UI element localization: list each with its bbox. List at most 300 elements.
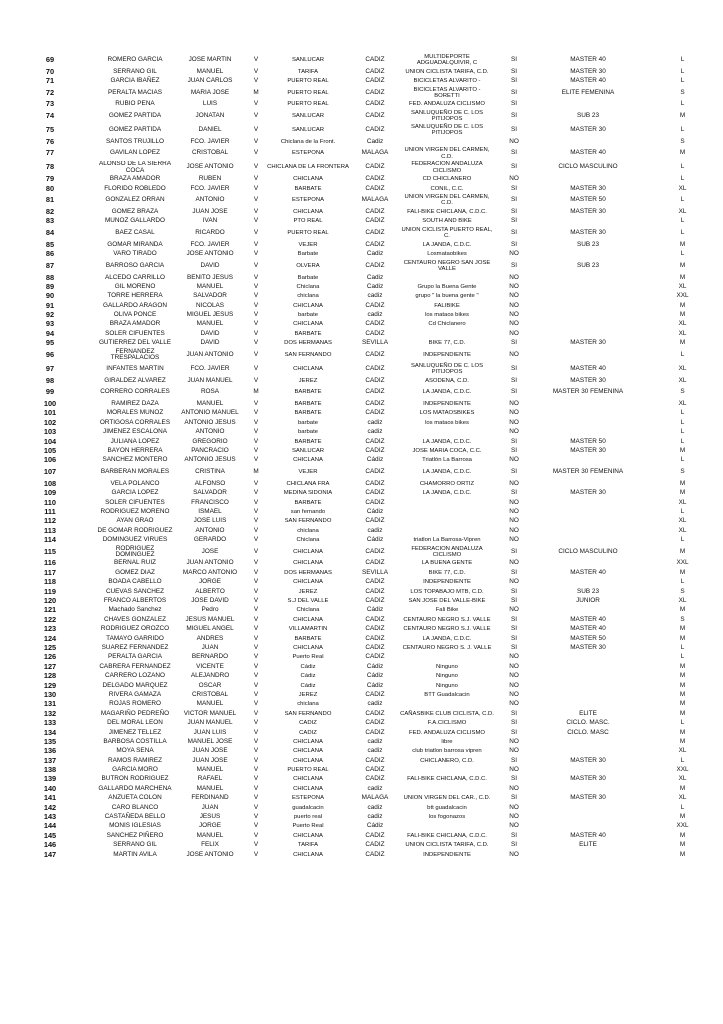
first-name-cell: FCO. JAVIER [190, 137, 230, 145]
size-cell: S [680, 468, 685, 476]
first-name-cell: JUAN LUIS [193, 728, 227, 736]
town-cell: Cádiz [300, 663, 316, 670]
surname-cell: TORRE HERRERA [107, 292, 163, 300]
town-cell: Cádiz [300, 673, 316, 680]
town-cell: Chiclana [296, 537, 320, 544]
license-cell: NO [509, 662, 519, 670]
club-cell: LA JANDA, C.D.C. [422, 490, 472, 497]
province-cell: CADIZ [365, 615, 385, 623]
first-name-cell: JUAN [201, 803, 219, 811]
club-cell [400, 700, 494, 709]
size-cell: M [679, 568, 686, 576]
first-name-cell: JUAN ANTONIO [186, 559, 234, 567]
first-name-cell: FCO. JAVIER [190, 240, 230, 248]
province-cell: CADIZ [365, 728, 385, 736]
category-cell: SUB 23 [576, 587, 600, 595]
first-name-cell: JOSE [201, 547, 219, 555]
category-cell: CICLO MASCULINO [558, 163, 618, 171]
table-row [0, 385, 723, 399]
license-cell: NO [509, 311, 519, 319]
table-row [0, 507, 723, 516]
province-cell: CADIZ [365, 446, 385, 454]
size-cell: M [679, 700, 686, 708]
row-number-cell: 75 [45, 125, 55, 135]
size-cell: M [679, 489, 686, 497]
row-number-cell: 139 [43, 774, 57, 784]
sex-cell: M [253, 468, 259, 476]
province-cell: CADIZ [365, 709, 385, 717]
license-cell: NO [509, 536, 519, 544]
size-cell: XL [678, 794, 687, 802]
province-cell: CADIZ [365, 690, 385, 698]
row-number-cell: 135 [43, 737, 57, 746]
province-cell: MALAGA [361, 196, 389, 204]
surname-cell: BOADA CABELLO [108, 578, 162, 586]
size-cell: L [680, 76, 685, 84]
table-row [0, 803, 723, 812]
province-cell: SEVILLA [362, 339, 388, 347]
row-number-cell: 84 [45, 228, 55, 238]
surname-cell: ROMERO GARCIA [107, 55, 163, 63]
table-row [0, 320, 723, 329]
row-number-cell: 109 [43, 488, 57, 498]
town-cell: TARIFA [297, 842, 319, 849]
size-cell: L [680, 653, 685, 661]
province-cell: Cadiz [366, 137, 384, 145]
size-cell: L [680, 350, 685, 358]
license-cell: NO [509, 747, 519, 755]
club-cell: los fogonazos [428, 814, 466, 821]
club-cell [400, 507, 494, 516]
category-cell: MASTER 30 [570, 794, 606, 802]
license-cell: NO [509, 672, 519, 680]
category-cell [534, 765, 642, 774]
sex-cell: V [253, 301, 259, 309]
license-cell: SI [510, 709, 518, 717]
town-cell: S.J DEL VALLE [287, 598, 329, 605]
club-cell [400, 329, 494, 338]
sex-cell: V [253, 813, 259, 821]
category-cell [534, 137, 642, 146]
category-cell [534, 175, 642, 184]
province-cell: Cadiz [366, 250, 384, 258]
club-cell: btt guadalcacin [427, 804, 467, 811]
town-cell: CADIZ [299, 720, 317, 727]
size-cell: XL [678, 775, 687, 783]
size-cell: L [680, 437, 685, 445]
first-name-cell: MANUEL [196, 67, 224, 75]
club-cell: CENTAURO NEGRO S. J. VALLE [402, 645, 492, 651]
surname-cell: CUEVAS SANCHEZ [105, 587, 165, 595]
province-cell: CADIZ [365, 163, 385, 171]
sex-cell: V [253, 67, 259, 75]
row-number-cell: 146 [43, 840, 57, 850]
surname-cell: Machado Sanchez [108, 606, 162, 614]
club-cell: Cd Chiclanero [428, 321, 466, 328]
category-cell: MASTER 30 [570, 229, 606, 237]
license-cell: SI [510, 88, 518, 96]
town-cell: CHICLANA [293, 579, 323, 586]
town-cell: BARBATE [294, 635, 322, 642]
town-cell: CHICLANA [293, 457, 323, 464]
license-cell: NO [509, 292, 519, 300]
province-cell: CADIZ [365, 409, 385, 417]
license-cell: SI [510, 468, 518, 476]
table-row [0, 428, 723, 437]
province-cell: cadiz [367, 428, 383, 436]
town-cell: DOS HERMANAS [284, 569, 332, 576]
license-cell: SI [510, 261, 518, 269]
first-name-cell: RICARDO [195, 229, 225, 237]
club-cell [400, 653, 494, 662]
license-cell: NO [509, 784, 519, 792]
province-cell: CADIZ [365, 301, 385, 309]
category-cell: MASTER 30 [570, 446, 606, 454]
category-cell [534, 479, 642, 488]
sex-cell: V [253, 184, 259, 192]
table-row [0, 184, 723, 193]
row-number-cell: 108 [43, 479, 57, 488]
first-name-cell: DAVID [200, 339, 220, 347]
size-cell: M [679, 831, 686, 839]
club-cell: los mataos bikes [425, 419, 469, 426]
size-cell: M [679, 240, 686, 248]
town-cell: ESTEPONA [291, 795, 325, 802]
province-cell: cadiz [367, 803, 383, 811]
license-cell: SI [510, 126, 518, 134]
town-cell: Puerto Real [292, 654, 324, 661]
category-cell [534, 329, 642, 338]
province-cell: Cádiz [366, 507, 384, 515]
first-name-cell: MANUEL [196, 784, 224, 792]
province-cell: CADIZ [365, 831, 385, 839]
category-cell [534, 517, 642, 526]
size-cell: M [679, 479, 686, 487]
sex-cell: V [253, 311, 259, 319]
table-row [0, 76, 723, 85]
sex-cell: V [253, 329, 259, 337]
surname-cell: GOMEZ PARTIDA [108, 112, 162, 120]
row-number-cell: 72 [45, 87, 55, 97]
table-row [0, 67, 723, 76]
club-cell: LA JANDA, C.D.C. [422, 241, 472, 248]
first-name-cell: GERARDO [193, 536, 227, 544]
province-cell: CADIZ [365, 517, 385, 525]
row-number-cell: 93 [45, 319, 55, 329]
category-cell: MASTER 30 [570, 339, 606, 347]
license-cell: NO [509, 400, 519, 408]
surname-cell: AYAN GRAO [116, 517, 154, 525]
surname-cell: VARO TIRADO [113, 250, 157, 258]
table-row [0, 700, 723, 709]
sex-cell: V [253, 376, 259, 384]
table-row [0, 161, 723, 175]
club-cell: FALI-BIKE CHICLANA, C.D.C. [407, 776, 487, 783]
license-cell: SI [510, 217, 518, 225]
province-cell: CADIZ [365, 261, 385, 269]
category-cell: JUNIOR [576, 597, 600, 605]
row-number-cell: 125 [43, 643, 57, 652]
town-cell: Barbate [297, 251, 319, 258]
sex-cell: V [253, 364, 259, 372]
sex-cell: V [253, 578, 259, 586]
province-cell: CADIZ [365, 587, 385, 595]
table-row [0, 794, 723, 803]
province-cell: CADIZ [365, 350, 385, 358]
club-cell: club triatlon barrosa vipren [412, 748, 482, 755]
club-cell: UNION CICLISTA TARIFA, C.D. [405, 68, 489, 75]
club-cell: SANLUQUEÑO DE C. LOS PITIJOPOS [410, 123, 483, 137]
club-cell: UNION CICLISTA TARIFA, C.D. [405, 842, 489, 849]
row-number-cell: 119 [44, 587, 56, 596]
category-cell [534, 498, 642, 507]
first-name-cell: MANUEL JOSE [187, 737, 233, 745]
category-cell [534, 409, 642, 418]
sex-cell: V [253, 547, 259, 555]
license-cell: NO [509, 653, 519, 661]
sex-cell: V [253, 766, 259, 774]
row-number-cell: 69 [45, 54, 55, 64]
province-cell: CADIZ [365, 766, 385, 774]
license-cell: NO [509, 273, 519, 281]
row-number-cell: 140 [43, 784, 57, 793]
table-row [0, 634, 723, 643]
sex-cell: V [253, 690, 259, 698]
club-cell [400, 428, 494, 437]
town-cell: CADIZ [299, 729, 317, 736]
first-name-cell: Pedro [201, 606, 219, 614]
size-cell: M [679, 446, 686, 454]
row-number-cell: 113 [44, 526, 56, 535]
surname-cell: BARROSO GARCIA [105, 261, 165, 269]
row-number-cell: 112 [44, 516, 56, 526]
size-cell: L [680, 229, 685, 237]
category-cell: MASTER 40 [570, 364, 606, 372]
first-name-cell: JUAN MANUEL [187, 719, 233, 727]
surname-cell: GOMEZ PARTIDA [108, 126, 162, 134]
province-cell: cadiz [367, 526, 383, 534]
surname-cell: CARRERO LOZANO [104, 672, 165, 680]
row-number-cell: 71 [45, 76, 55, 85]
province-cell: Cádiz [366, 606, 384, 614]
surname-cell: GARCIA MORO [112, 766, 158, 774]
first-name-cell: ANTONIO [195, 428, 225, 436]
row-number-cell: 78 [45, 162, 55, 172]
category-cell: MASTER 40 [570, 76, 606, 84]
town-cell: ESTEPONA [291, 150, 325, 157]
size-cell: L [680, 803, 685, 811]
license-cell: NO [509, 329, 519, 337]
row-number-cell: 116 [44, 558, 56, 568]
town-cell: PUERTO REAL [287, 767, 329, 774]
sex-cell: V [253, 728, 259, 736]
category-cell [534, 672, 642, 681]
category-cell: MASTER 30 FEMENINA [552, 468, 624, 476]
surname-cell: CORRERO CORRALES [100, 388, 170, 396]
first-name-cell: ALFONSO [194, 479, 226, 487]
province-cell: CADIZ [365, 67, 385, 75]
sex-cell: V [253, 831, 259, 839]
size-cell: L [680, 456, 685, 464]
row-number-cell: 106 [43, 455, 57, 465]
surname-cell: FERNANDEZ TRESPALACIOS [110, 348, 160, 362]
town-cell: CHICLANA [293, 738, 323, 745]
license-cell: NO [509, 690, 519, 698]
size-cell: M [679, 311, 686, 319]
license-cell: NO [509, 681, 519, 689]
province-cell: cadiz [367, 737, 383, 745]
row-number-cell: 82 [45, 207, 55, 216]
sex-cell: V [253, 112, 259, 120]
size-cell: L [680, 163, 685, 171]
town-cell: chiclana [297, 701, 319, 708]
club-cell: CENTAURO NEGRO SAN JOSE VALLE [403, 259, 491, 272]
table-row [0, 672, 723, 681]
province-cell: SEVILLA [362, 568, 388, 576]
size-cell: L [680, 536, 685, 544]
province-cell: CADIZ [365, 240, 385, 248]
province-cell: Cádiz [366, 822, 384, 830]
town-cell: CHICLANA [293, 302, 323, 309]
town-cell: CHICLANA [293, 365, 323, 372]
table-row [0, 329, 723, 338]
town-cell: SANLUCAR [291, 113, 325, 120]
town-cell: VILLAMARTIN [288, 626, 328, 633]
table-row [0, 479, 723, 488]
table-row [0, 526, 723, 535]
row-number-cell: 88 [45, 272, 55, 282]
license-cell: SI [510, 76, 518, 84]
row-number-cell: 142 [43, 803, 57, 812]
row-number-cell: 101 [43, 408, 57, 418]
club-cell: CHICLANERO, C.D. [420, 757, 474, 764]
row-number-cell: 100 [43, 399, 57, 409]
club-cell: grupo " la buena gente " [415, 293, 479, 300]
license-cell: SI [510, 775, 518, 783]
table-row [0, 123, 723, 137]
club-cell [400, 498, 494, 507]
first-name-cell: CRISTOBAL [191, 149, 229, 157]
license-cell: NO [509, 409, 519, 417]
row-number-cell: 91 [45, 301, 55, 310]
license-cell: SI [510, 229, 518, 237]
category-cell: ELITE [579, 709, 597, 717]
first-name-cell: JUAN ANTONIO [186, 350, 234, 358]
category-cell [534, 310, 642, 319]
size-cell: L [680, 196, 685, 204]
town-cell: ESTEPONA [291, 197, 325, 204]
town-cell: PUERTO REAL [287, 77, 329, 84]
table-row [0, 765, 723, 774]
category-cell: MASTER 30 [570, 207, 606, 215]
license-cell: SI [510, 756, 518, 764]
club-cell: F.A.CICLISMO [427, 720, 467, 727]
license-cell: SI [510, 163, 518, 171]
license-cell: NO [509, 282, 519, 290]
size-cell: XL [678, 597, 687, 605]
first-name-cell: JOSE DAVID [191, 597, 229, 605]
license-cell: SI [510, 644, 518, 651]
town-cell: MEDINA SIDONIA [283, 490, 333, 497]
category-cell [534, 784, 642, 793]
size-cell: M [679, 728, 686, 736]
club-cell: FEDERACION ANDALUZA CICLISMO [411, 545, 483, 558]
club-cell: LA JANDA, C.D.C. [422, 389, 472, 396]
first-name-cell: PANCRACIO [191, 446, 229, 454]
sex-cell: V [253, 240, 259, 248]
town-cell: CHICLANA [293, 776, 323, 783]
row-number-cell: 97 [45, 363, 55, 373]
row-number-cell: 89 [45, 282, 55, 291]
sex-cell: V [253, 803, 259, 811]
first-name-cell: RUBEN [198, 175, 222, 183]
category-cell: MASTER 30 [570, 376, 606, 384]
sex-cell: V [253, 273, 259, 281]
surname-cell: CASTAÑEDA BELLO [104, 813, 166, 821]
first-name-cell: IVAN [202, 217, 218, 225]
first-name-cell: MIGUEL ANGEL [186, 625, 234, 633]
license-cell: SI [510, 568, 518, 576]
club-cell: triatlon La Barrosa-Vipren [413, 537, 481, 544]
surname-cell: PERALTA MACIAS [107, 88, 163, 96]
size-cell: XL [678, 184, 687, 192]
surname-cell: RIVERA GAMAZA [108, 690, 162, 698]
first-name-cell: RAFAEL [197, 775, 223, 783]
province-cell: CADIZ [365, 329, 385, 337]
license-cell: SI [510, 587, 518, 595]
town-cell: Chiclana [296, 607, 320, 614]
sex-cell: M [253, 388, 259, 396]
license-cell: SI [510, 841, 518, 849]
surname-cell: SANCHEZ PIÑERO [106, 831, 164, 839]
category-cell: MASTER 50 [570, 634, 606, 642]
sex-cell: V [253, 850, 259, 858]
category-cell: MASTER 30 [570, 644, 606, 651]
size-cell: M [679, 662, 686, 670]
province-cell: cadiz [367, 311, 383, 319]
row-number-cell: 127 [43, 662, 57, 671]
license-cell: NO [509, 606, 519, 614]
surname-cell: GAVILAN LOPEZ [110, 149, 160, 157]
town-cell: JEREZ [298, 377, 318, 384]
size-cell: L [680, 55, 685, 63]
table-row [0, 690, 723, 699]
row-number-cell: 129 [43, 680, 57, 690]
category-cell [534, 418, 642, 427]
first-name-cell: ANDRES [196, 634, 224, 642]
size-cell: XL [678, 400, 687, 408]
surname-cell: SOLER CIFUENTES [105, 329, 165, 337]
club-cell: Ninguno [436, 673, 458, 680]
surname-cell: CABRERA FERNANDEZ [99, 662, 171, 670]
town-cell: TARIFA [297, 68, 319, 75]
table-row [0, 596, 723, 605]
size-cell: L [680, 578, 685, 586]
province-cell: CADIZ [365, 756, 385, 764]
table-row [0, 53, 723, 67]
sex-cell: V [253, 672, 259, 680]
category-cell [534, 292, 642, 301]
size-cell: XXL [676, 766, 689, 774]
club-cell: SANLUQUEÑO DE C. LOS PITIJOPOS [410, 362, 483, 376]
table-row [0, 784, 723, 793]
surname-cell: FLORIDO ROBLEDO [104, 184, 166, 192]
license-cell: NO [509, 250, 519, 258]
category-cell: MASTER 30 [570, 184, 606, 192]
club-cell: LOS MATAOSBIKES [419, 410, 475, 417]
category-cell [534, 747, 642, 756]
first-name-cell: BENITO JESUS [186, 273, 234, 281]
